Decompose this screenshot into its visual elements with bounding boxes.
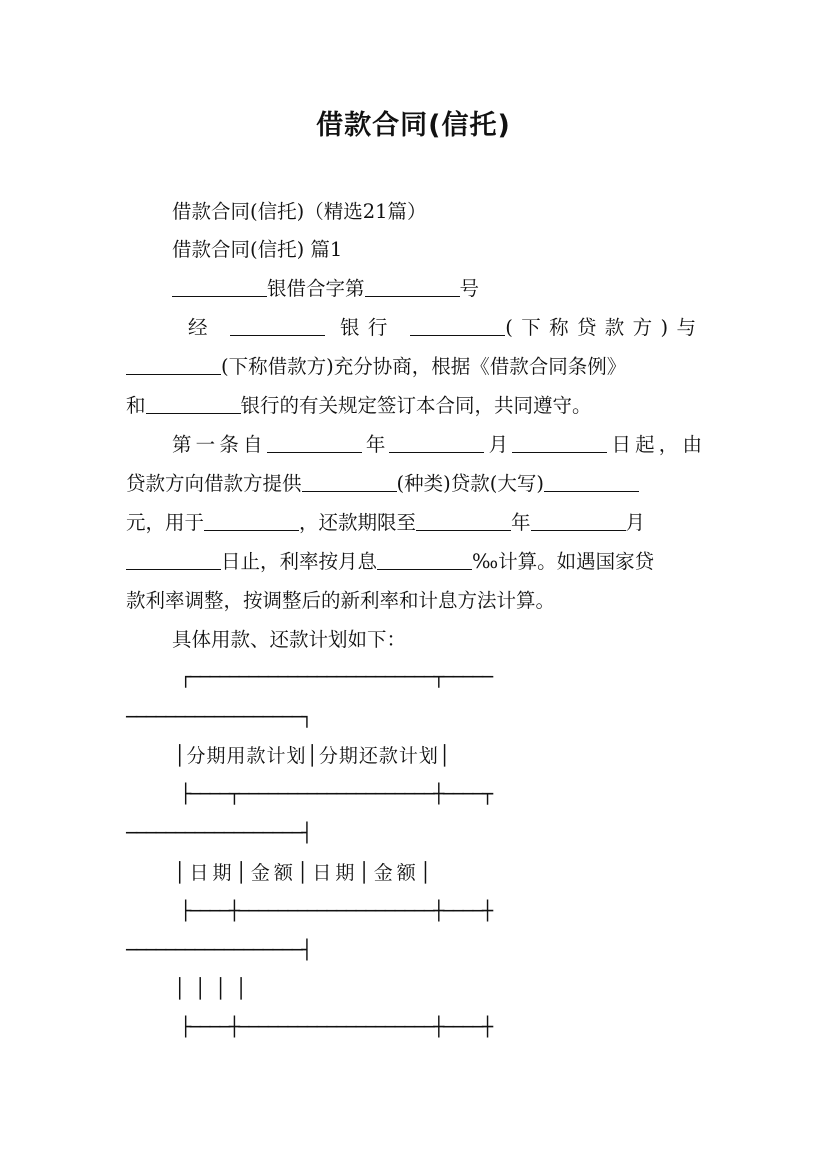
- document-title: 借款合同(信托): [316, 110, 511, 141]
- amount-blank: [544, 473, 639, 492]
- plan-intro: 具体用款、还款计划如下：: [172, 628, 407, 651]
- start-month-blank: [389, 434, 484, 453]
- intro-text: (下称借款方)充分协商，根据《借款合同条例》: [221, 355, 627, 378]
- contract-prefix-blank: [172, 278, 267, 297]
- article-text: ‰计算。如遇国家贷: [472, 550, 655, 573]
- start-year-blank: [267, 434, 362, 453]
- article-text: 元，用于: [126, 511, 205, 534]
- table-border-top-b: ──────────────────┐: [126, 707, 312, 728]
- end-day-blank: [126, 551, 221, 570]
- end-year-blank: [416, 512, 511, 531]
- table-header-row: │分期用款计划│分期还款计划│: [174, 745, 452, 767]
- table-border-mid2-b: ──────────────────┤: [126, 940, 312, 961]
- article-text: 日止，利率按月息: [221, 550, 378, 573]
- article1-line-1: [172, 433, 702, 457]
- intro-text: 经: [188, 316, 216, 339]
- table-empty-row: ││││: [174, 978, 256, 1000]
- intro-text: 银行: [339, 316, 396, 339]
- article-text: 年: [361, 433, 390, 456]
- table-border-mid1-a: ├────┬────────────────────┼────┬: [180, 784, 492, 805]
- intro-text: (下称贷款方)与: [505, 316, 702, 339]
- contract-number-blank: [365, 278, 460, 297]
- table-border-mid2-a: ├────┼────────────────────┼────┼: [180, 901, 492, 922]
- article1-line-4: [126, 550, 654, 574]
- article-text: (种类)贷款(大写): [396, 472, 544, 495]
- intro-line-2: [126, 355, 626, 379]
- purpose-blank: [204, 512, 299, 531]
- borrower-blank: [126, 356, 221, 375]
- intro-text: 银行的有关规定签订本合同，共同遵守。: [240, 394, 592, 417]
- loan-type-blank: [302, 473, 397, 492]
- article-text: 月: [484, 433, 513, 456]
- article-text: 日起，由: [607, 433, 702, 456]
- article1-line-5: 款利率调整，按调整后的新利率和计息方法计算。: [126, 589, 556, 612]
- contract-number-line: [172, 277, 479, 301]
- table-border-mid3-a: ├────┼────────────────────┼────┼: [180, 1017, 492, 1038]
- end-month-blank: [531, 512, 626, 531]
- lender-blank: [230, 317, 325, 336]
- article-text: 月: [625, 511, 646, 534]
- intro-line-1: [188, 316, 702, 340]
- start-day-blank: [512, 434, 607, 453]
- section-heading: 借款合同(信托) 篇1: [172, 238, 343, 261]
- article-text: 贷款方向借款方提供: [126, 472, 302, 495]
- document-subtitle: 借款合同(信托)（精选21篇）: [172, 200, 427, 223]
- bank-blank: [410, 317, 505, 336]
- table-border-mid1-b: ──────────────────┤: [126, 823, 312, 844]
- intro-text: 和: [126, 394, 146, 417]
- contract-number-end: 号: [459, 277, 480, 300]
- contract-number-mid: 银借合字第: [267, 277, 365, 300]
- interest-rate-blank: [377, 551, 472, 570]
- intro-line-3: [126, 394, 592, 418]
- article-text: 年: [511, 511, 531, 534]
- article-text: ，还款期限至: [299, 511, 417, 534]
- article1-line-2: [126, 472, 639, 496]
- bank-name-blank: [146, 395, 241, 414]
- table-subheader-row: │日期│金额│日期│金额│: [174, 862, 436, 884]
- table-border-top-a: ┌─────────────────────────┬─────: [180, 667, 492, 688]
- article1-line-3: [126, 511, 645, 535]
- article-text: 第一条自: [172, 433, 267, 456]
